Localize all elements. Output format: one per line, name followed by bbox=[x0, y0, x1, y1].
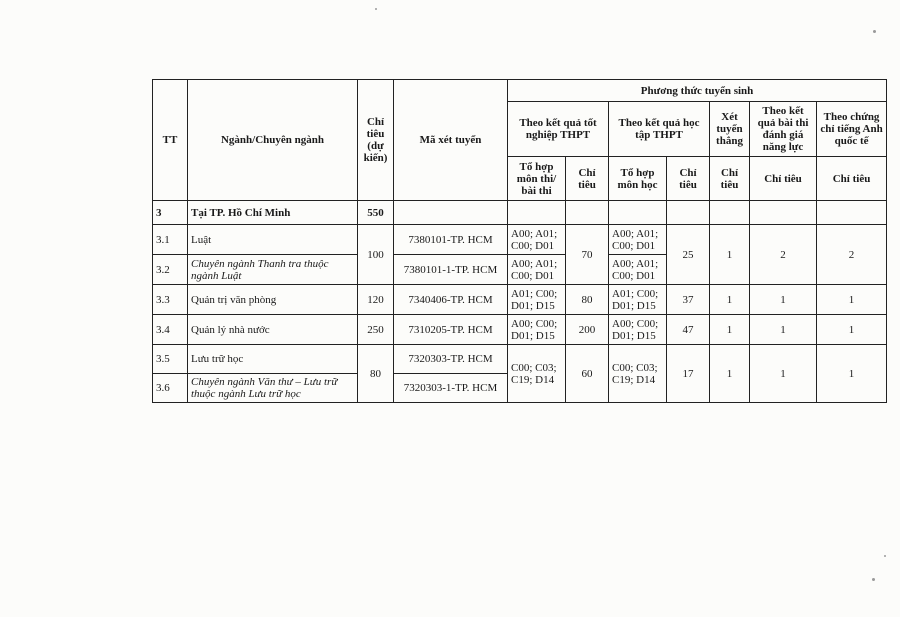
row-tt: 3.4 bbox=[153, 315, 188, 345]
row-name: Quản lý nhà nước bbox=[188, 315, 358, 345]
row-name: Chuyên ngành Văn thư – Lưu trữ thuộc ngành Lưu trữ học bbox=[188, 374, 358, 403]
header-method-transcript: Theo kết quả học tập THPT bbox=[609, 102, 710, 157]
row-quota-english: 1 bbox=[817, 315, 887, 345]
row-quota-english: 2 bbox=[817, 225, 887, 285]
admission-table bbox=[152, 79, 887, 403]
row-quota-transcript: 25 bbox=[667, 225, 710, 285]
header-major: Ngành/Chuyên ngành bbox=[188, 80, 358, 201]
row-combo-exam: A01; C00; D01; D15 bbox=[508, 285, 566, 315]
row-tt: 3.2 bbox=[153, 255, 188, 285]
row-combo-transcript: A00; A01; C00; D01 bbox=[609, 225, 667, 255]
row-combo-exam: A00; C00; D01; D15 bbox=[508, 315, 566, 345]
row-quota-direct: 1 bbox=[710, 315, 750, 345]
row-combo-exam: C00; C03; C19; D14 bbox=[508, 345, 566, 403]
header-method-competency: Theo kết quả bài thi đánh giá năng lực bbox=[750, 102, 817, 157]
header-method-english: Theo chứng chỉ tiếng Anh quốc tế bbox=[817, 102, 887, 157]
section-tt: 3 bbox=[153, 201, 188, 225]
row-combo-transcript: A00; A01; C00; D01 bbox=[609, 255, 667, 285]
section-row bbox=[153, 201, 887, 225]
row-quota-competency: 1 bbox=[750, 285, 817, 315]
scan-speck bbox=[884, 555, 886, 557]
row-quota: 80 bbox=[358, 345, 394, 403]
table-row bbox=[153, 225, 887, 255]
row-code: 7310205-TP. HCM bbox=[394, 315, 508, 345]
row-name: Luật bbox=[188, 225, 358, 255]
row-quota-competency: 1 bbox=[750, 345, 817, 403]
row-code: 7320303-TP. HCM bbox=[394, 345, 508, 374]
row-quota-direct: 1 bbox=[710, 285, 750, 315]
row-quota: 250 bbox=[358, 315, 394, 345]
row-quota-transcript: 17 bbox=[667, 345, 710, 403]
header-method-direct: Xét tuyển thẳng bbox=[710, 102, 750, 157]
row-tt: 3.1 bbox=[153, 225, 188, 255]
row-code: 7340406-TP. HCM bbox=[394, 285, 508, 315]
row-code: 7380101-TP. HCM bbox=[394, 225, 508, 255]
header-combo-transcript: Tổ hợp môn học bbox=[609, 157, 667, 201]
row-name: Chuyên ngành Thanh tra thuộc ngành Luật bbox=[188, 255, 358, 285]
row-quota-english: 1 bbox=[817, 285, 887, 315]
header-quota-direct: Chỉ tiêu bbox=[710, 157, 750, 201]
table-row bbox=[153, 315, 887, 345]
header-combo-exam: Tổ hợp môn thi/ bài thi bbox=[508, 157, 566, 201]
header-quota-exam: Chỉ tiêu bbox=[566, 157, 609, 201]
row-combo-transcript: A00; C00; D01; D15 bbox=[609, 315, 667, 345]
row-tt: 3.5 bbox=[153, 345, 188, 374]
header-quota-transcript: Chỉ tiêu bbox=[667, 157, 710, 201]
row-quota-exam: 80 bbox=[566, 285, 609, 315]
header-method-exam: Theo kết quả tốt nghiệp THPT bbox=[508, 102, 609, 157]
section-quota: 550 bbox=[358, 201, 394, 225]
header-code: Mã xét tuyển bbox=[394, 80, 508, 201]
row-quota-exam: 60 bbox=[566, 345, 609, 403]
row-quota-direct: 1 bbox=[710, 345, 750, 403]
scan-speck bbox=[375, 8, 377, 10]
header-methods: Phương thức tuyển sinh bbox=[508, 80, 887, 102]
section-name: Tại TP. Hồ Chí Minh bbox=[188, 201, 358, 225]
row-quota-exam: 70 bbox=[566, 225, 609, 285]
row-code: 7320303-1-TP. HCM bbox=[394, 374, 508, 403]
header-tt: TT bbox=[153, 80, 188, 201]
row-tt: 3.3 bbox=[153, 285, 188, 315]
row-quota-competency: 2 bbox=[750, 225, 817, 285]
row-tt: 3.6 bbox=[153, 374, 188, 403]
row-combo-transcript: A01; C00; D01; D15 bbox=[609, 285, 667, 315]
scan-speck bbox=[872, 578, 875, 581]
scan-speck bbox=[873, 30, 876, 33]
row-quota-competency: 1 bbox=[750, 315, 817, 345]
row-quota-transcript: 47 bbox=[667, 315, 710, 345]
header-quota-competency: Chỉ tiêu bbox=[750, 157, 817, 201]
table-row bbox=[153, 345, 887, 374]
header-row bbox=[153, 80, 887, 102]
row-combo-exam: A00; A01; C00; D01 bbox=[508, 225, 566, 255]
header-quota-english: Chỉ tiêu bbox=[817, 157, 887, 201]
row-code: 7380101-1-TP. HCM bbox=[394, 255, 508, 285]
row-quota-transcript: 37 bbox=[667, 285, 710, 315]
row-name: Quản trị văn phòng bbox=[188, 285, 358, 315]
row-name: Lưu trữ học bbox=[188, 345, 358, 374]
table-row bbox=[153, 285, 887, 315]
row-combo-exam: A00; A01; C00; D01 bbox=[508, 255, 566, 285]
row-quota: 100 bbox=[358, 225, 394, 285]
header-quota: Chỉ tiêu (dự kiến) bbox=[358, 80, 394, 201]
row-quota-direct: 1 bbox=[710, 225, 750, 285]
row-quota-exam: 200 bbox=[566, 315, 609, 345]
row-quota: 120 bbox=[358, 285, 394, 315]
row-combo-transcript: C00; C03; C19; D14 bbox=[609, 345, 667, 403]
row-quota-english: 1 bbox=[817, 345, 887, 403]
